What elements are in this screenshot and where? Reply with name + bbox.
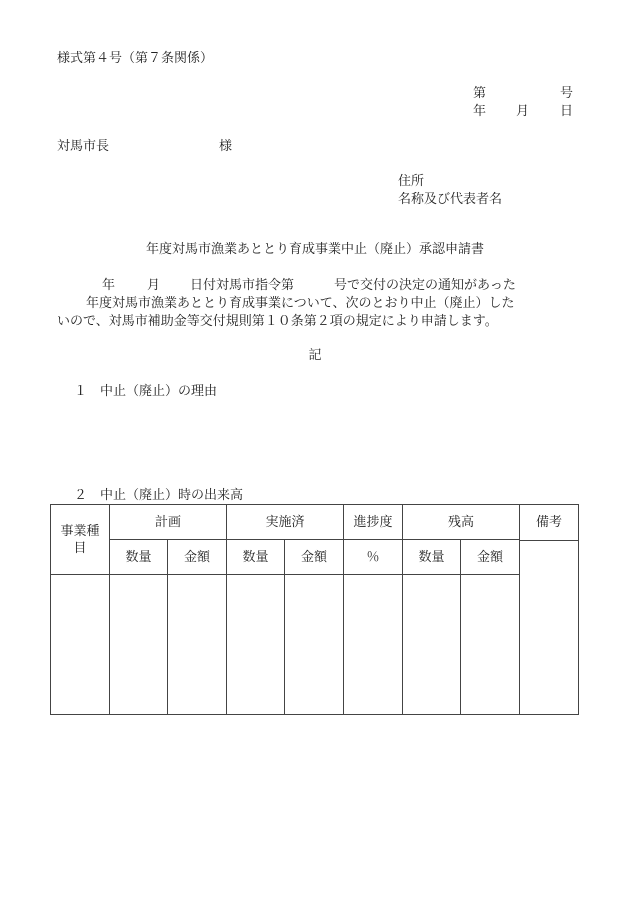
cell-plan-quantity[interactable] [110,575,168,715]
progress-table [50,504,579,715]
header-progress: 進捗度 [344,505,403,540]
cell-plan-amount[interactable] [168,575,227,715]
date-day-label: 日 [560,104,574,119]
header-plan-amount: 金額 [168,540,227,575]
remarks-label: 備考 [520,505,578,541]
applicant-name-label: 名称及び代表者名 [398,192,503,207]
header-plan: 計画 [110,505,227,540]
body-line-1 [102,278,516,294]
header-completed-amount: 金額 [285,540,344,575]
form-number: 様式第４号（第７条関係） [57,51,214,66]
cell-remaining-quantity[interactable] [403,575,461,715]
header-remarks [520,505,579,715]
cell-progress-percent[interactable] [344,575,403,715]
body-line-3: いので、対馬市補助金等交付規則第１０条第２項の規定により申請します。 [57,314,498,329]
applicant-address-label: 住所 [398,174,425,189]
addressee-mayor: 対馬市長 [57,139,110,154]
ki-heading: 記 [308,348,322,363]
header-completed-quantity: 数量 [227,540,285,575]
date-month-label: 月 [516,104,530,119]
body-year-label: 年 [102,278,116,293]
body-line-2: 年度対馬市漁業あととり育成事業について、次のとおり中止（廃止）した [86,296,515,311]
body-notification-text: 号で交付の決定の通知があった [334,278,516,293]
header-plan-quantity: 数量 [110,540,168,575]
document-title: 年度対馬市漁業あととり育成事業中止（廃止）承認申請書 [145,242,484,257]
cell-completed-amount[interactable] [285,575,344,715]
document-number-prefix: 第 [473,86,487,101]
cell-project-type[interactable] [51,575,110,715]
date-year-label: 年 [473,104,487,119]
header-remaining-amount: 金額 [461,540,520,575]
header-project-type: 事業種目 [51,505,110,575]
section-1-heading: １ 中止（廃止）の理由 [74,384,218,399]
header-completed: 実施済 [227,505,344,540]
cell-remaining-amount[interactable] [461,575,520,715]
document-number-suffix: 号 [560,86,574,101]
header-progress-percent: ％ [344,540,403,575]
addressee-honorific: 様 [219,139,233,154]
body-directive-text: 日付対馬市指令第 [190,278,295,293]
body-month-label: 月 [147,278,161,293]
header-remaining: 残高 [403,505,520,540]
cell-completed-quantity[interactable] [227,575,285,715]
header-remaining-quantity: 数量 [403,540,461,575]
section-2-heading: ２ 中止（廃止）時の出来高 [74,488,244,503]
